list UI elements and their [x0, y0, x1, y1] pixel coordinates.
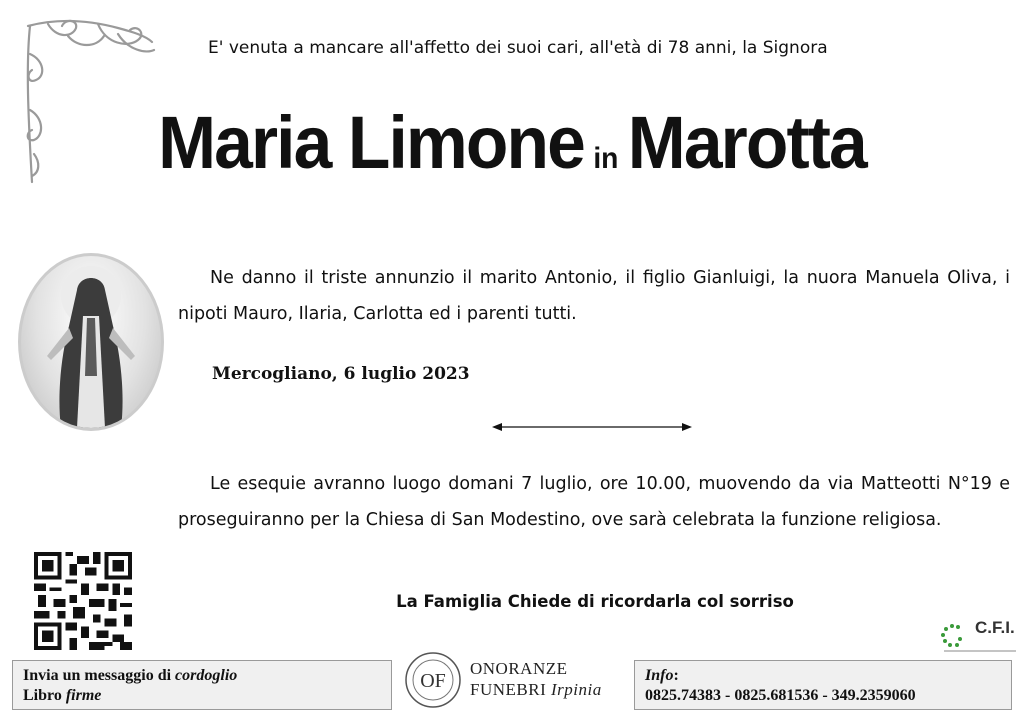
announcement-paragraph: Ne danno il triste annunzio il marito Antonio, il figlio Gianluigi, la nuora Manuela Oliva, i nipoti Mauro, Ilaria, Carlotta ed i parenti tutti. — [178, 268, 1010, 324]
company-line2-italic: Irpinia — [550, 680, 602, 699]
double-arrow-divider-icon — [490, 420, 694, 434]
closing-line: La Famiglia Chiede di ricordarla col sorriso — [396, 592, 794, 611]
name-last: Marotta — [627, 101, 866, 184]
svg-text:OF: OF — [420, 670, 446, 692]
condolence-prefix: Invia un messaggio di — [23, 667, 172, 684]
name-connector: in — [593, 142, 619, 175]
funeral-paragraph: Le esequie avranno luogo domani 7 luglio, ore 10.00, muovendo da via Matteotti N°19 e proseguiranno per la Chiesa di San Modestino, ove sarà celebrata la funzione religiosa. — [178, 474, 1010, 530]
name-first: Maria Limone — [158, 101, 584, 184]
book-prefix: Libro — [23, 687, 62, 704]
company-line2-prefix: FUNEBRI — [470, 680, 547, 699]
intro-text: E' venuta a mancare all'affetto dei suoi cari, all'età di 78 anni, la Signora — [208, 38, 828, 58]
funeral-home-seal-icon — [403, 650, 463, 710]
cfi-logo-label: C.F.I. — [975, 618, 1015, 637]
info-box: Info: 0825.74383 - 0825.681536 - 349.2359060 — [634, 660, 1012, 710]
company-line1: ONORANZE — [470, 659, 568, 678]
madonna-portrait-icon — [18, 253, 164, 431]
book-italic: firme — [65, 687, 102, 704]
condolence-line[interactable] — [23, 666, 381, 686]
company-name — [470, 658, 602, 700]
place-date: Mercogliano, 6 luglio 2023 — [212, 364, 470, 384]
company-line2 — [470, 679, 602, 700]
condolence-italic: cordoglio — [175, 667, 238, 684]
phone-numbers[interactable]: 0825.74383 - 0825.681536 - 349.2359060 — [645, 687, 916, 704]
guestbook-line[interactable] — [23, 686, 381, 706]
deceased-name — [31, 100, 994, 185]
info-label: Info — [645, 667, 674, 684]
condolence-box[interactable] — [12, 660, 392, 710]
